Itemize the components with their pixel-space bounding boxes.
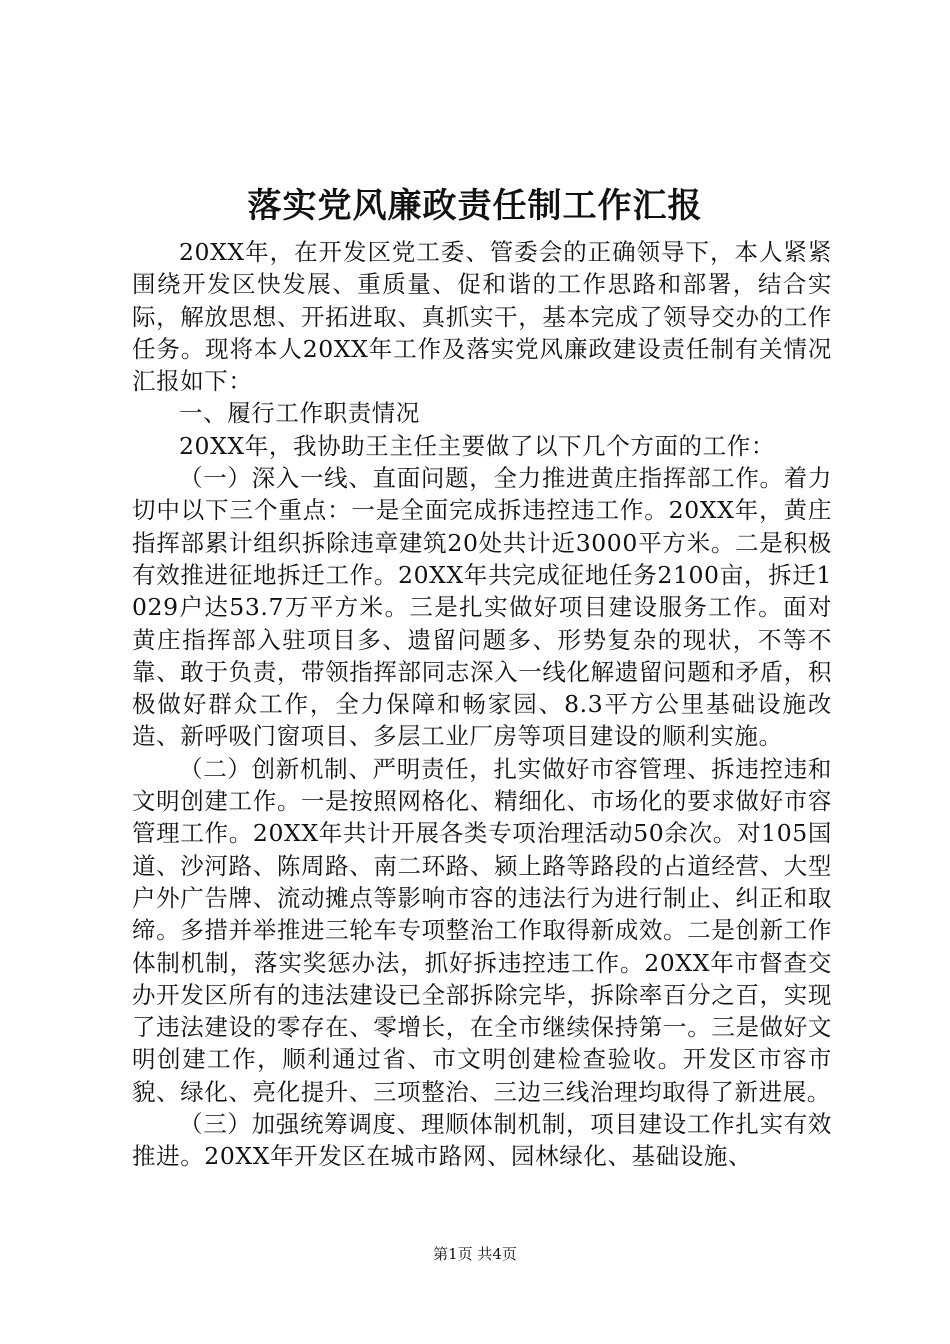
section-heading-1: 一、履行工作职责情况	[179, 399, 420, 428]
document-body	[132, 236, 832, 1173]
paragraph-item-1: （一）深入一线、直面问题，全力推进黄庄指挥部工作。着力切中以下三个重点：一是全面完成拆违控违工作。20XX年，黄庄指挥部累计组织拆除违章建筑20处共计近3000平方米。二是积极有效推进征地拆迁工作。20XX年共完成征地任务2100亩，拆迁1029户达53.7万平方米。三是扎实做好项目建设服务工作。面对黄庄指挥部入驻项目多、遗留问题多、形势复杂的现状，不等不靠、敢于负责，带领指挥部同志深入一线化解遗留问题和矛盾，积极做好群众工作，全力保障和畅家园、8.3平方公里基础设施改造、新呼吸门窗项目、多层工业厂房等项目建设的顺利实施。	[132, 464, 832, 751]
paragraph-work-summary: 20XX年，我协助王主任主要做了以下几个方面的工作：	[179, 431, 775, 460]
document-title: 落实党风廉政责任制工作汇报	[247, 186, 703, 226]
paragraph-intro: 20XX年，在开发区党工委、管委会的正确领导下，本人紧紧围绕开发区快发展、重质量、促和谐的工作思路和部署，结合实际，解放思想、开拓进取、真抓实干，基本完成了领导交办的工作任务。现将本人20XX年工作及落实党风廉政建设责任制有关情况汇报如下：	[132, 238, 832, 396]
paragraph-item-3: （三）加强统筹调度、理顺体制机制，项目建设工作扎实有效推进。20XX年开发区在城市路网、园林绿化、基础设施、	[132, 1110, 832, 1171]
paragraph-item-2: （二）创新机制、严明责任，扎实做好市容管理、拆违控违和文明创建工作。一是按照网格化、精细化、市场化的要求做好市容管理工作。20XX年共计开展各类专项治理活动50余次。对105国道、沙河路、陈周路、南二环路、颍上路等路段的占道经营、大型户外广告牌、流动摊点等影响市容的违法行为进行制止、纠正和取缔。多措并举推进三轮车专项整治工作取得新成效。二是创新工作体制机制，落实奖惩办法，抓好拆违控违工作。20XX年市督查交办开发区所有的违法建设已全部拆除完毕，拆除率百分之百，实现了违法建设的零存在、零增长，在全市继续保持第一。三是做好文明创建工作，顺利通过省、市文明创建检查验收。开发区市容市貌、绿化、亮化提升、三项整治、三边三线治理均取得了新进展。	[132, 754, 832, 1106]
page-footer: 第1页 共4页	[433, 1245, 517, 1263]
